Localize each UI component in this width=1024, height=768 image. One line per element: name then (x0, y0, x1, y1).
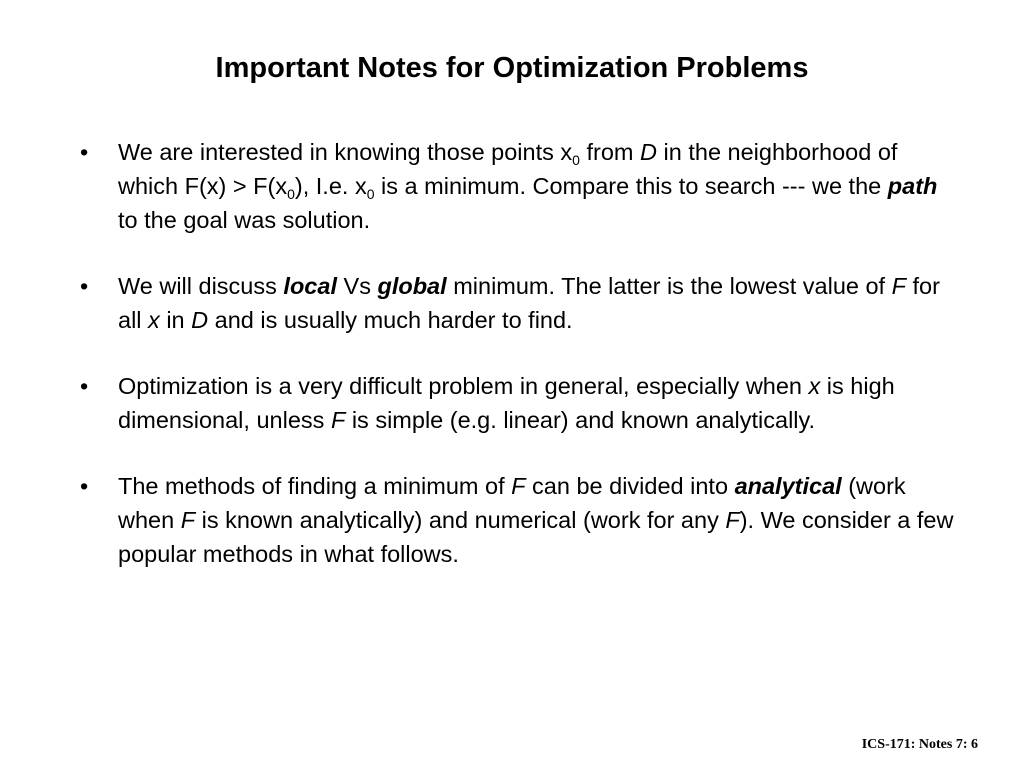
bold-italic-term: local (283, 273, 337, 299)
italic-variable: F (180, 507, 196, 533)
text-run: We will discuss (118, 273, 284, 299)
italic-variable: F (330, 407, 346, 433)
slide-title: Important Notes for Optimization Problems (215, 52, 809, 84)
italic-variable: F (891, 273, 906, 299)
text-run: We are interested in knowing those points x (118, 139, 573, 165)
bullet-dot: • (80, 373, 89, 399)
text-run: for all (118, 273, 940, 333)
subscript: 0 (287, 186, 295, 202)
bullet-text (118, 139, 937, 233)
text-run: and is usually much harder to find. (208, 307, 573, 333)
text-run: minimum. The latter is the lowest value of (446, 273, 892, 299)
bullet-dot: • (80, 139, 89, 165)
text-run: from (579, 139, 641, 165)
bullet-text (118, 273, 940, 333)
italic-variable: D (640, 139, 657, 165)
italic-variable: D (191, 307, 209, 333)
bullet-dot: • (80, 273, 89, 299)
text-run: Optimization is a very difficult problem in general, especially when (118, 373, 809, 399)
bullet-item (80, 369, 960, 437)
bold-italic-term: global (377, 273, 447, 299)
slide-footer: ICS-171: Notes 7: 6 (861, 737, 978, 752)
italic-variable: F (511, 473, 526, 499)
bullet-list (80, 135, 960, 603)
text-run: is known analytically) and numerical (work for any (195, 507, 726, 533)
bullet-item (80, 469, 960, 571)
subscript: 0 (366, 186, 375, 202)
bold-italic-term: path (887, 173, 938, 199)
text-run: is simple (e.g. linear) and known analytically. (345, 407, 816, 433)
text-run: Vs (336, 273, 378, 299)
bullet-item (80, 269, 960, 337)
text-run: is high dimensional, unless (118, 373, 895, 433)
bullet-text (118, 373, 895, 433)
italic-variable: x (808, 373, 821, 399)
italic-variable: x (148, 307, 160, 333)
subscript: 0 (572, 152, 580, 168)
bold-italic-term: analytical (734, 473, 842, 499)
text-run: ), I.e. x (294, 173, 367, 199)
text-run: The methods of finding a minimum of (118, 473, 512, 499)
text-run: to the goal was solution. (118, 207, 371, 233)
text-run: ). We consider a few popular methods in what follows. (118, 507, 954, 567)
text-run: is a minimum. Compare this to search --- we the (374, 173, 888, 199)
text-run: in (159, 307, 192, 333)
bullet-item (80, 135, 960, 237)
text-run: in the neighborhood of which F(x) > F(x (118, 139, 898, 199)
bullet-text (118, 473, 953, 567)
bullet-dot: • (80, 473, 89, 499)
text-run: can be divided into (525, 473, 735, 499)
text-run: (work when (118, 473, 906, 533)
italic-variable: F (725, 507, 740, 533)
